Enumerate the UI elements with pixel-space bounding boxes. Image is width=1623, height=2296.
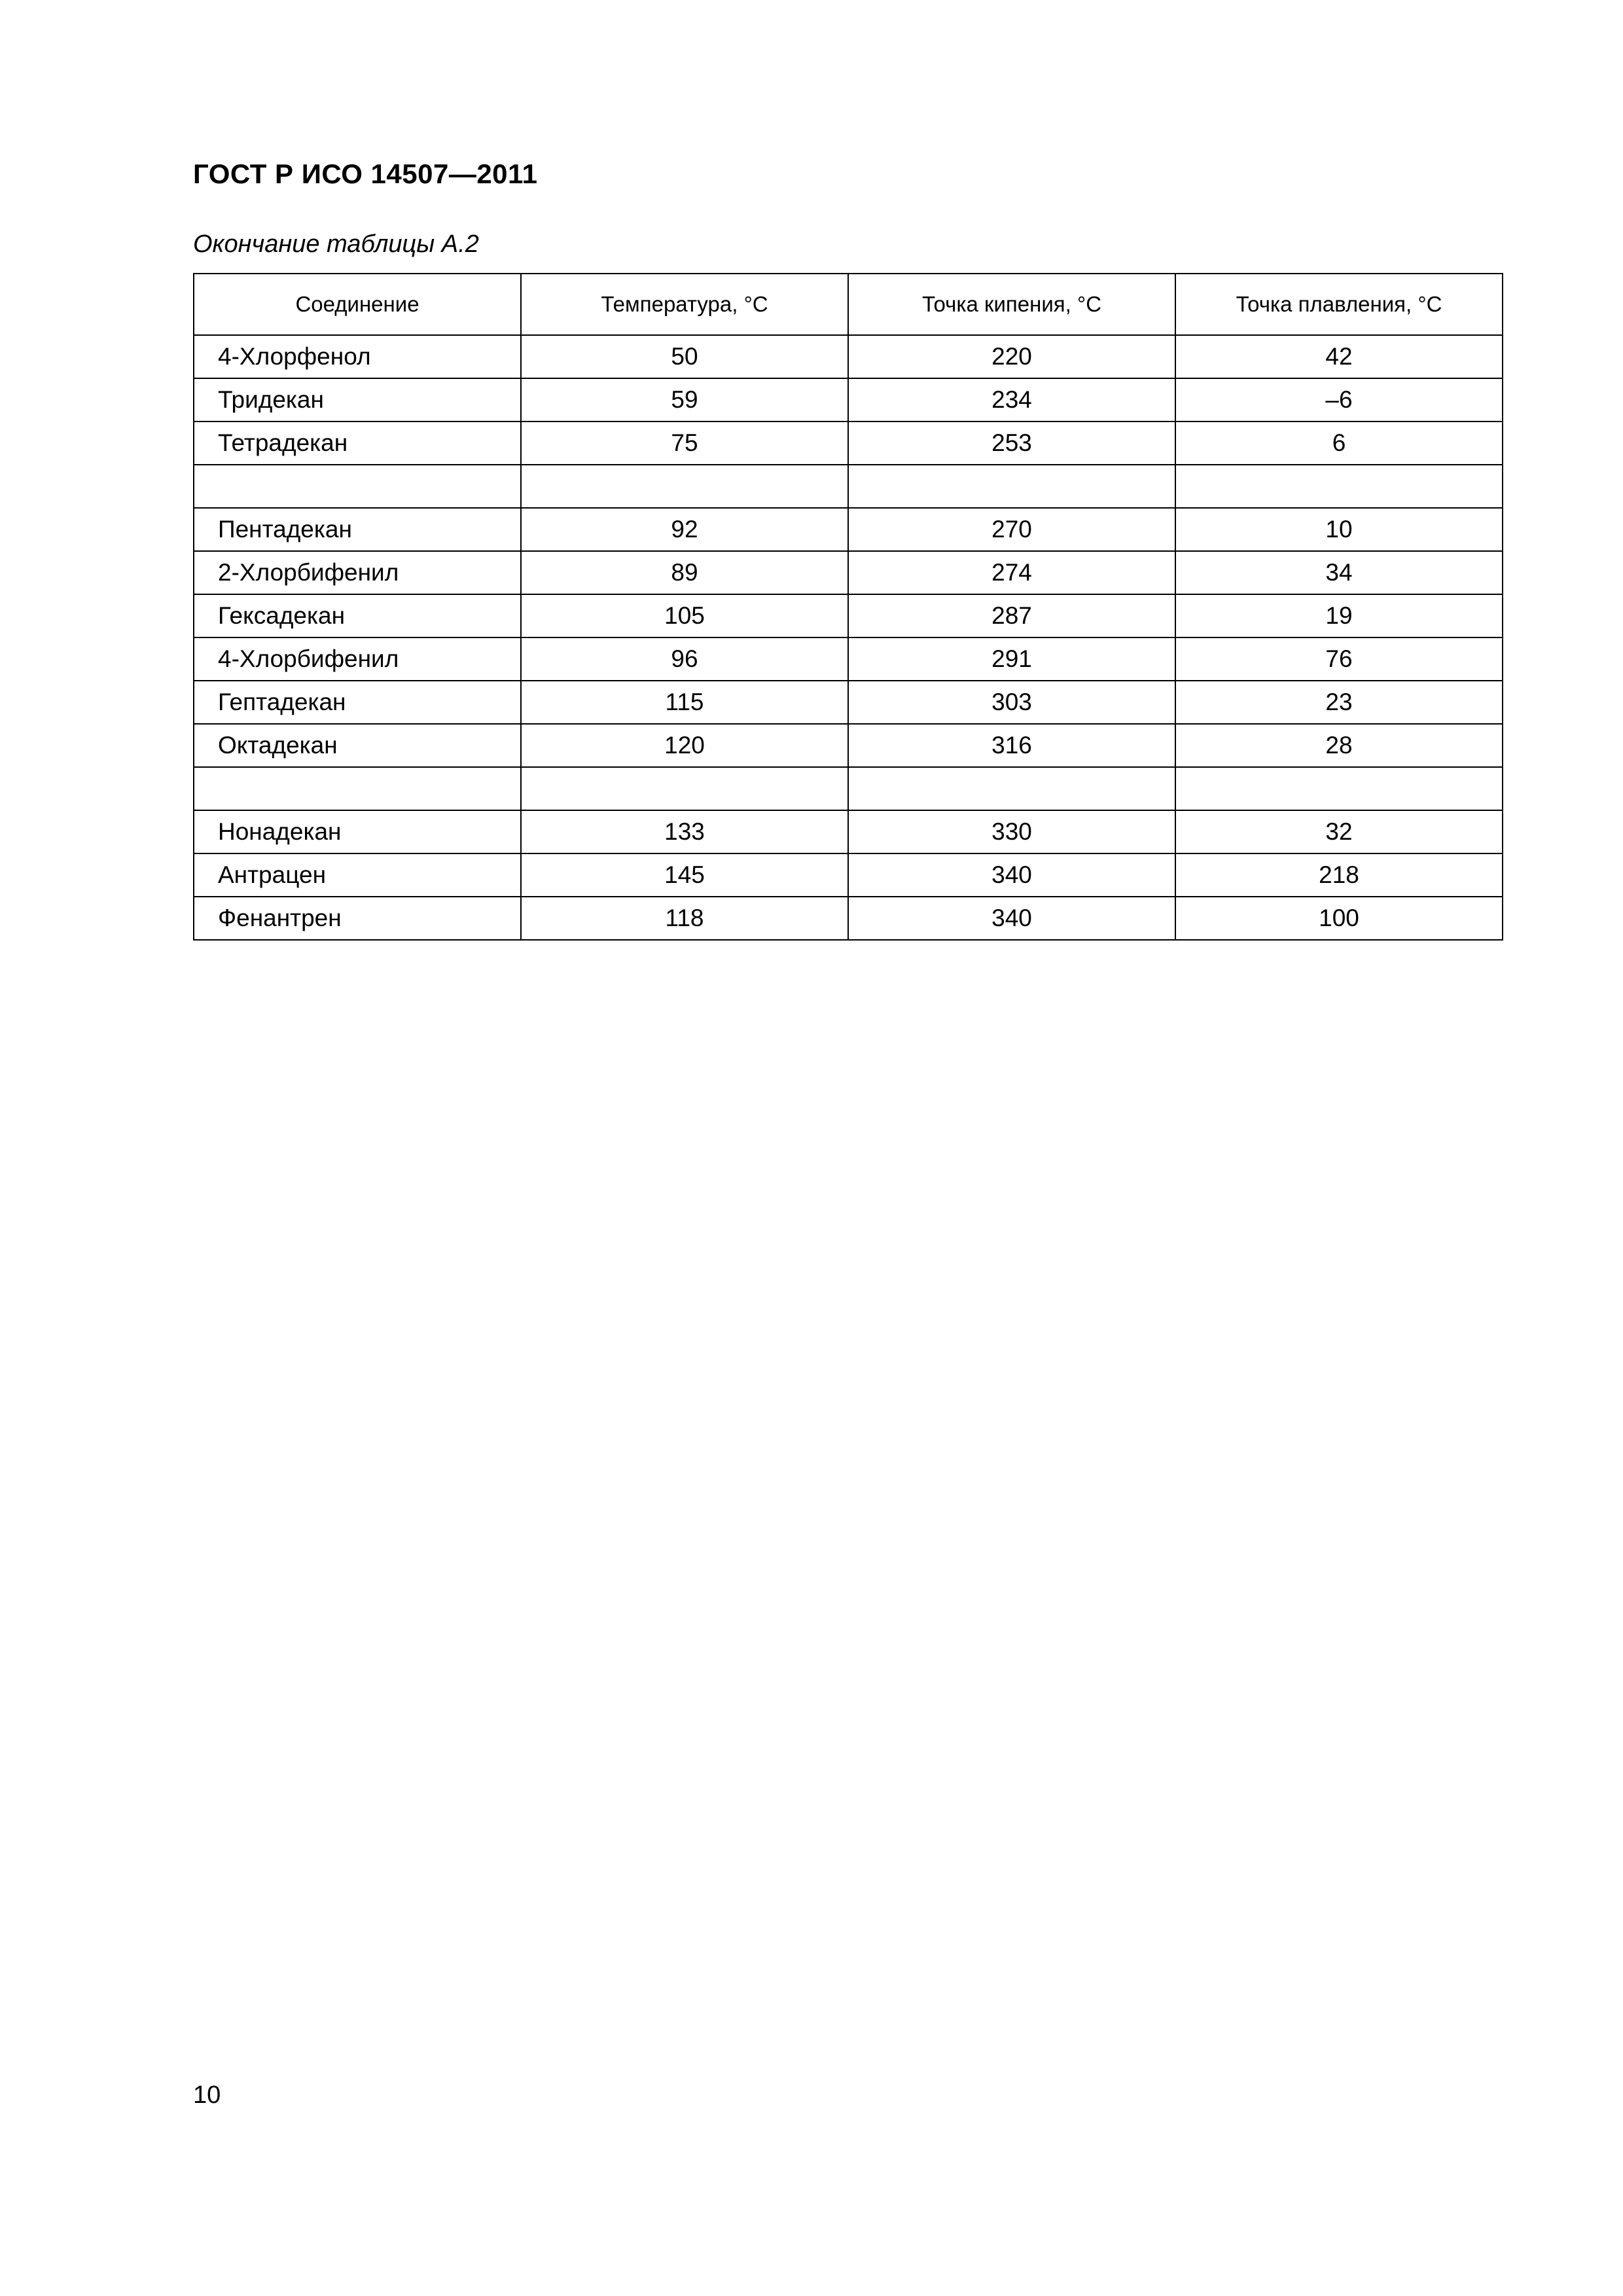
cell-compound: Октадекан [194,724,521,767]
table-row [194,853,1503,897]
cell-boiling-point: 220 [848,335,1175,378]
table-row [194,594,1503,637]
table-row [194,681,1503,724]
cell-boiling-point: 316 [848,724,1175,767]
cell-boiling-point: 291 [848,637,1175,681]
cell-melting-point: 10 [1175,508,1503,551]
cell-temperature: 59 [521,378,848,422]
cell-temperature: 105 [521,594,848,637]
cell-compound: 4-Хлорфенол [194,335,521,378]
table-caption: Окончание таблицы А.2 [193,230,479,258]
cell-temperature: 75 [521,422,848,465]
cell-compound: Антрацен [194,853,521,897]
cell-boiling-point: 274 [848,551,1175,594]
cell-melting-point: 76 [1175,637,1503,681]
cell-compound: 2-Хлорбифенил [194,551,521,594]
cell-temperature: 120 [521,724,848,767]
cell-melting-point [1175,767,1503,810]
cell-compound: Тридекан [194,378,521,422]
cell-temperature: 145 [521,853,848,897]
cell-temperature: 96 [521,637,848,681]
cell-melting-point: 218 [1175,853,1503,897]
cell-boiling-point: 340 [848,853,1175,897]
cell-boiling-point: 234 [848,378,1175,422]
cell-compound: Нонадекан [194,810,521,853]
column-header-boiling-point: Точка кипения, °C [848,274,1175,335]
cell-temperature: 118 [521,897,848,940]
cell-compound: 4-Хлорбифенил [194,637,521,681]
column-header-temperature: Температура, °C [521,274,848,335]
cell-temperature [521,465,848,508]
cell-temperature: 50 [521,335,848,378]
cell-boiling-point [848,465,1175,508]
cell-boiling-point [848,767,1175,810]
cell-compound [194,767,521,810]
data-table [193,273,1503,941]
cell-compound [194,465,521,508]
cell-compound: Гексадекан [194,594,521,637]
table-row [194,422,1503,465]
table-row [194,724,1503,767]
cell-melting-point: 28 [1175,724,1503,767]
column-header-melting-point: Точка плавления, °C [1175,274,1503,335]
cell-compound: Фенантрен [194,897,521,940]
table-row [194,508,1503,551]
table-header-row [194,274,1503,335]
page-number: 10 [193,2081,221,2109]
cell-melting-point: –6 [1175,378,1503,422]
cell-temperature: 92 [521,508,848,551]
cell-boiling-point: 330 [848,810,1175,853]
cell-melting-point: 34 [1175,551,1503,594]
cell-boiling-point: 270 [848,508,1175,551]
cell-melting-point [1175,465,1503,508]
cell-melting-point: 100 [1175,897,1503,940]
table-row [194,637,1503,681]
cell-melting-point: 6 [1175,422,1503,465]
cell-melting-point: 23 [1175,681,1503,724]
cell-temperature: 89 [521,551,848,594]
cell-temperature [521,767,848,810]
table-row-empty [194,767,1503,810]
cell-compound: Тетрадекан [194,422,521,465]
cell-boiling-point: 253 [848,422,1175,465]
column-header-compound: Соединение [194,274,521,335]
cell-compound: Гептадекан [194,681,521,724]
table-row [194,810,1503,853]
cell-melting-point: 32 [1175,810,1503,853]
cell-boiling-point: 340 [848,897,1175,940]
cell-melting-point: 19 [1175,594,1503,637]
document-header: ГОСТ Р ИСО 14507—2011 [193,158,538,189]
cell-boiling-point: 287 [848,594,1175,637]
cell-compound: Пентадекан [194,508,521,551]
cell-boiling-point: 303 [848,681,1175,724]
table-row [194,551,1503,594]
cell-melting-point: 42 [1175,335,1503,378]
cell-temperature: 133 [521,810,848,853]
table-row [194,897,1503,940]
table-row [194,378,1503,422]
table-row [194,335,1503,378]
table-row-empty [194,465,1503,508]
cell-temperature: 115 [521,681,848,724]
